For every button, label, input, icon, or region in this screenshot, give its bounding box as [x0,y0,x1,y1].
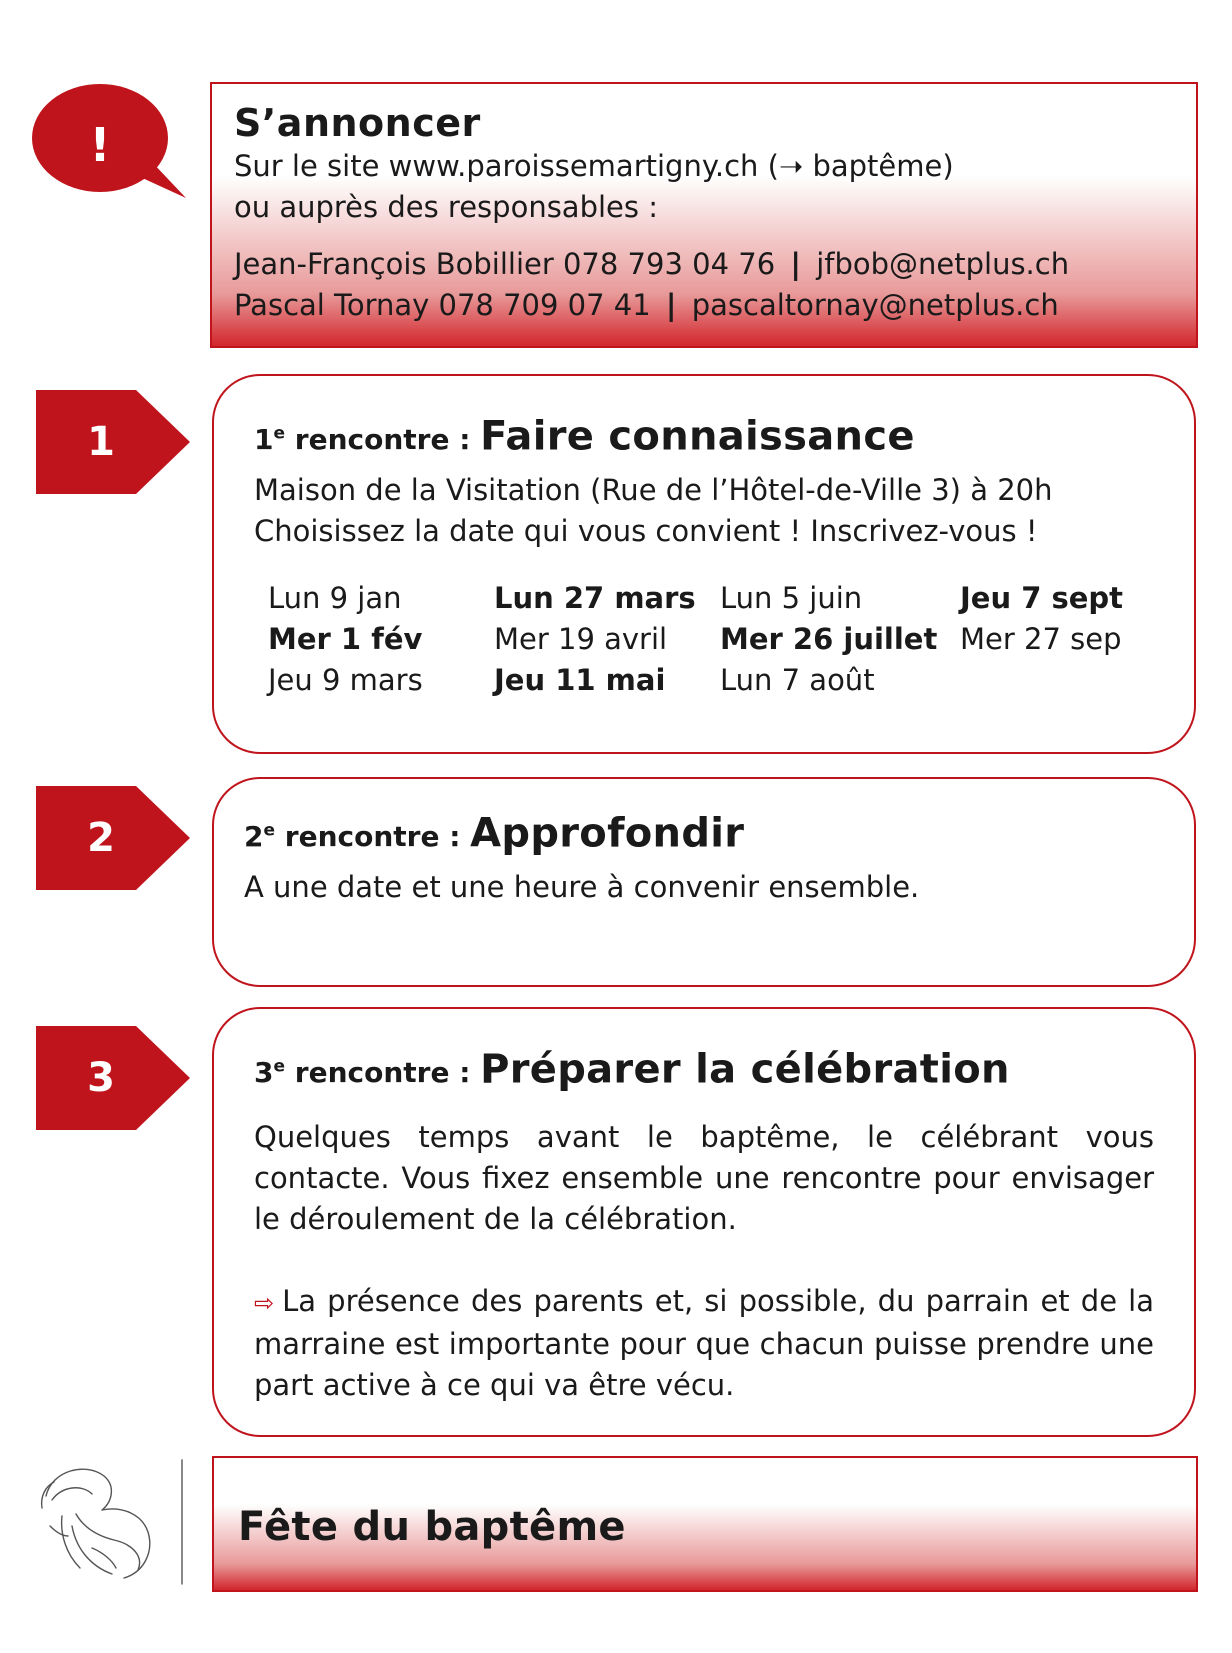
date-item: Jeu 7 sept [960,581,1124,616]
date-item: Lun 9 jan [268,581,402,616]
step-1-instruction: Choisissez la date qui vous convient ! Inscrivez-vous ! [254,514,1038,549]
date-item: Mer 27 sep [960,622,1122,657]
date-item: Mer 19 avril [494,622,668,657]
step-2-arrow [36,786,190,890]
contact-row [234,285,1174,326]
step-1-location: Maison de la Visitation (Rue de l’Hôtel-de-Ville 3) à 20h [254,473,1053,508]
right-arrow-icon: ⇨ [254,1289,275,1318]
exclamation-bubble-icon [18,80,193,210]
celebration-title: Fête du baptême [238,1504,626,1550]
date-item: Lun 5 juin [720,581,863,616]
step-2-title: Approfondir [470,810,745,857]
date-item: Jeu 9 mars [268,663,423,698]
announce-title: S’annoncer [234,101,481,145]
announce-website-line: Sur le site www.paroissemartigny.ch (➝ baptême) [234,149,954,183]
date-item: Mer 26 juillet [720,622,938,657]
contact-email[interactable]: pascaltornay@netplus.ch [691,288,1059,322]
step-number: 3 [87,1055,115,1101]
contact-name-phone: Jean-François Bobillier 078 793 04 76 [234,247,776,281]
announce-box [210,82,1198,348]
step-number: 2 [87,815,115,861]
announce-responsables-line: ou auprès des responsables : [234,190,658,224]
step-3-box [212,1007,1196,1437]
contact-list [234,244,1174,326]
contact-row [234,244,1174,285]
date-item: Lun 7 août [720,663,875,698]
step-1-title: Faire connaissance [480,413,915,460]
step-2-box [212,777,1196,987]
step-3-paragraph: Quelques temps avant le baptême, le célébrant vous contacte. Vous fixez ensemble une rencontre pour envisager le déroulement de la célébration. [254,1120,1154,1237]
date-grid [268,578,1154,701]
step-1-box [212,374,1196,754]
step-1-ordinal: 1e rencontre : [254,423,481,457]
baby-sketch-icon [32,1456,188,1588]
step-3-arrow [36,1026,190,1130]
contact-separator: | [665,288,677,322]
date-item: Lun 27 mars [494,581,696,616]
step-1-arrow [36,390,190,494]
date-item: Jeu 11 mai [494,663,666,698]
celebration-box [212,1456,1198,1592]
step-3-ordinal: 3e rencontre : [254,1056,481,1090]
step-3-note-text: La présence des parents et, si possible, du parrain et de la marraine est importante pour que chacun puisse prendre une part active à ce qui va être vécu. [254,1284,1154,1403]
contact-email[interactable]: jfbob@netplus.ch [816,247,1070,281]
step-2-ordinal: 2e rencontre : [244,820,471,854]
exclamation-mark: ! [89,118,111,172]
step-2-heading [244,805,1164,867]
step-1-heading [254,408,1154,470]
step-number: 1 [87,419,115,465]
step-3-note [254,1281,1154,1406]
step-3-heading [254,1041,1154,1103]
contact-name-phone: Pascal Tornay 078 709 07 41 [234,288,651,322]
step-3-title: Préparer la célébration [480,1046,1010,1093]
date-item: Mer 1 fév [268,622,423,657]
contact-separator: | [790,247,801,281]
step-2-description: A une date et une heure à convenir ensemble. [244,870,920,905]
